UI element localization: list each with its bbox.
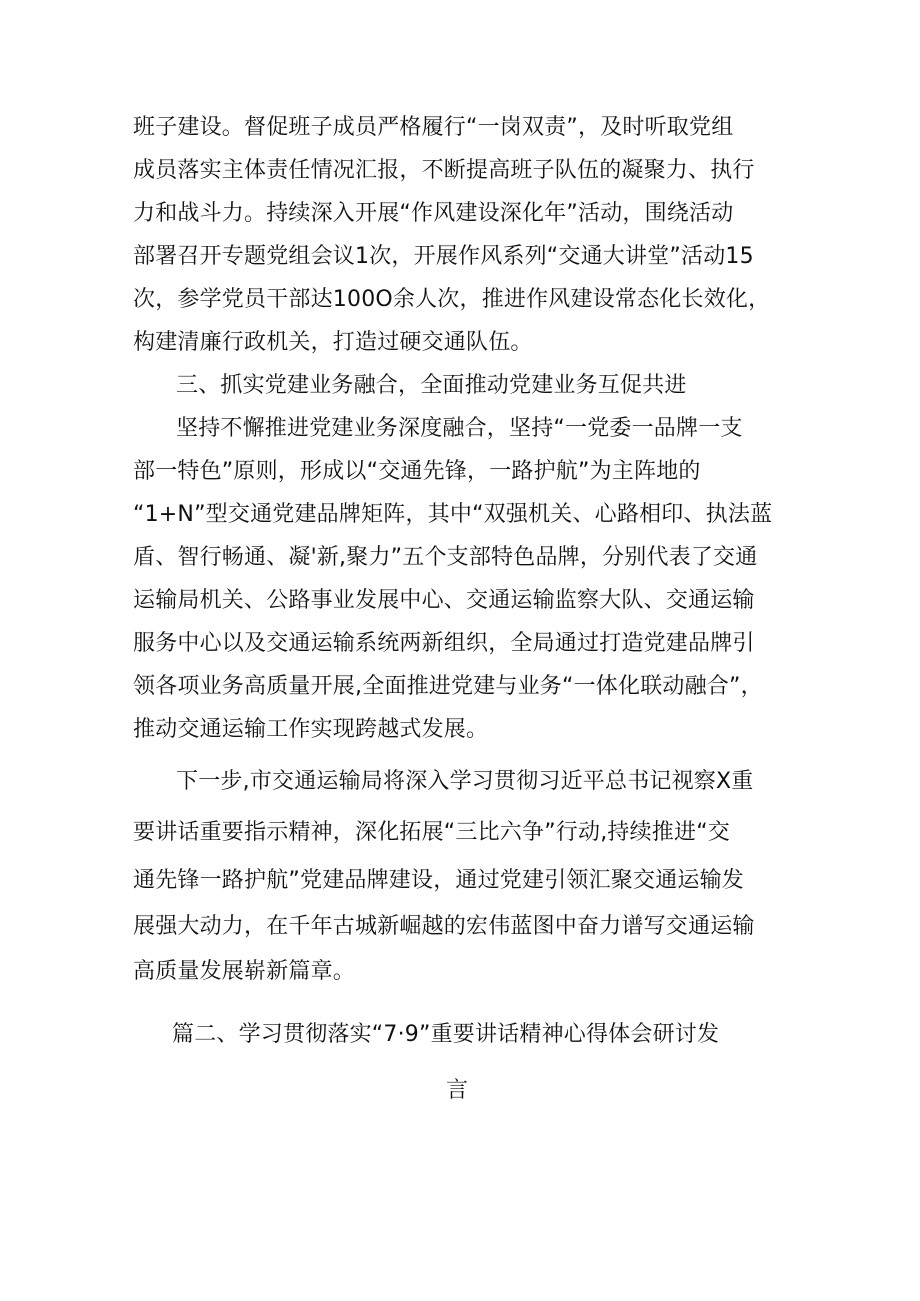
paragraph-1-line-5: 次，参学党员干部达100O余人次，推进作风建设常态化长效化， — [133, 287, 771, 312]
paragraph-3-line-4: 展强大动力，在千年古城新崛越的宏伟蓝图中奋力谱写交通运输 — [133, 914, 755, 939]
paragraph-1-line-3: 力和战斗力。持续深入开展“作风建设深化年”活动，围绕活动 — [133, 201, 734, 226]
paragraph-3-line-2: 要讲话重要指示精神，深化拓展“三比六争”行动,持续推进“交 — [133, 820, 730, 845]
paragraph-3-line-3: 通先锋一路护航”党建品牌建设，通过党建引领汇聚交通运输发 — [133, 868, 744, 893]
paragraph-1-line-1: 班子建设。督促班子成员严格履行“一岗双责”，及时听取党组 — [133, 115, 734, 140]
article-title-line-2: 言 — [446, 1078, 469, 1103]
paragraph-2-line-5: 运输局机关、公路事业发展中心、交通运输监察大队、交通运输 — [133, 588, 755, 613]
paragraph-2-line-3: “1+N”型交通党建品牌矩阵，其中“双强机关、心路相印、执法蓝 — [133, 502, 773, 527]
paragraph-1-line-2: 成员落实主体责任情况汇报，不断提高班子队伍的凝聚力、执行 — [133, 158, 755, 183]
paragraph-1-line-6: 构建清廉行政机关，打造过硬交通队伍。 — [133, 330, 533, 355]
article-title-line-1: 篇二、学习贯彻落实“7·9”重要讲话精神心得体会研讨发 — [172, 1022, 720, 1047]
paragraph-2-line-4: 盾、智行畅通、凝'新,聚力”五个支部特色品牌，分别代表了交通 — [133, 545, 758, 570]
paragraph-2-line-1: 坚持不懈推进党建业务深度融合，坚持“一党委一品牌一支 — [176, 416, 743, 441]
paragraph-2-line-2: 部一特色”原则，形成以“交通先锋，一路护航”为主阵地的 — [133, 459, 701, 484]
paragraph-2-line-7: 领各项业务高质量开展,全面推进党建与业务“一体化联动融合”， — [133, 674, 763, 699]
paragraph-1-line-4: 部署召开专题党组会议1次，开展作风系列“交通大讲堂”活动15 — [133, 244, 754, 269]
paragraph-3-line-5: 高质量发展崭新篇章。 — [133, 959, 356, 984]
section-heading: 三、抓实党建业务融合，全面推动党建业务互促共进 — [176, 373, 687, 398]
paragraph-2-line-6: 服务中心以及交通运输系统两新组织，全局通过打造党建品牌引 — [133, 631, 755, 656]
paragraph-2-line-8: 推动交通运输工作实现跨越式发展。 — [133, 717, 489, 742]
paragraph-3-line-1: 下一步,市交通运输局将深入学习贯彻习近平总书记视察X重 — [176, 769, 754, 794]
